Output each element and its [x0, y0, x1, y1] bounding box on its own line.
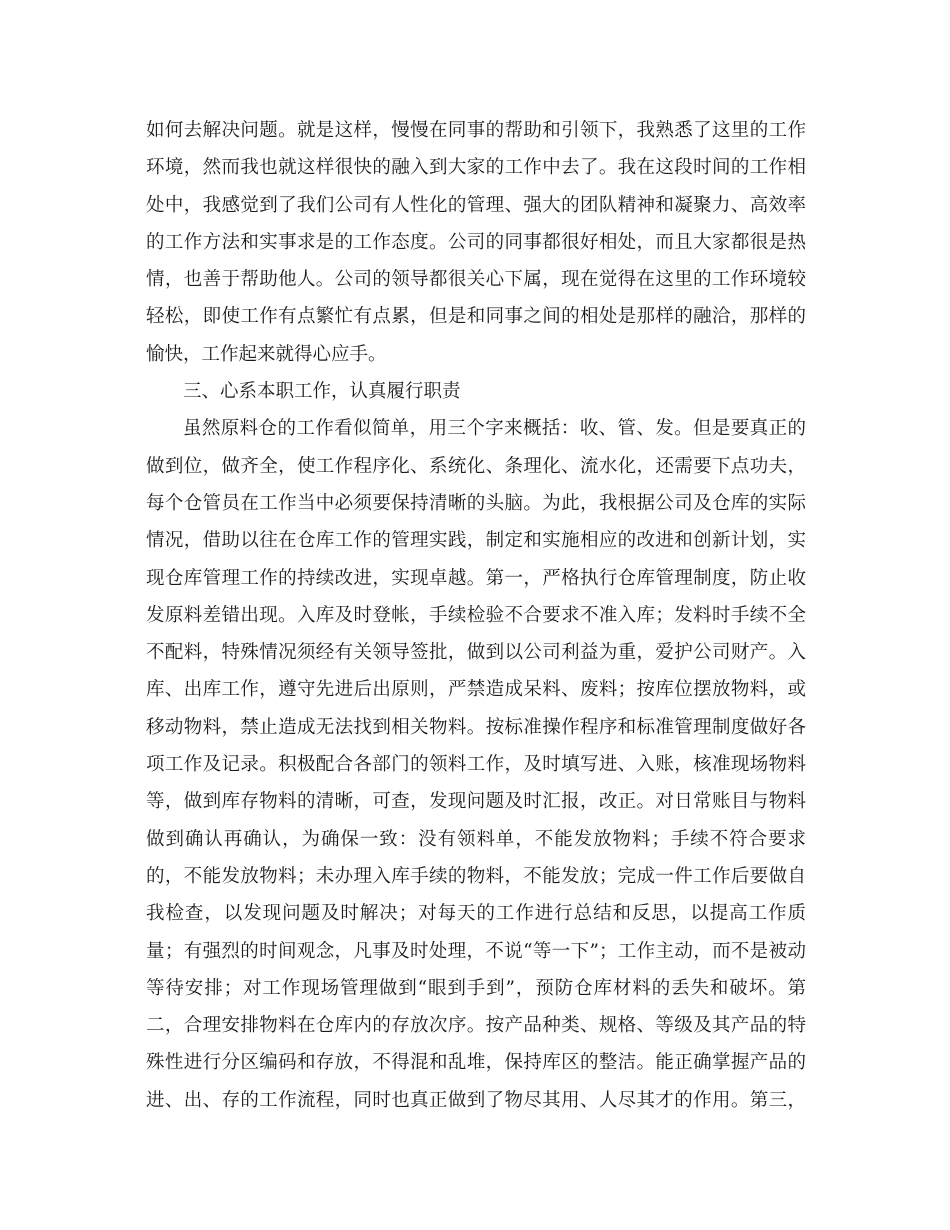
text-line: 等待安排；对工作现场管理做到“眼到手到”，预防仓库材料的丢失和破坏。第	[146, 977, 806, 999]
text-line: 二，合理安排物料在仓库内的存放次序。按产品种类、规格、等级及其产品的特	[146, 1015, 806, 1037]
text-line: 处中，我感觉到了我们公司有人性化的管理、强大的团队精神和凝聚力、高效率	[146, 194, 806, 216]
text-line: 环境，然而我也就这样很快的融入到大家的工作中去了。我在这段时间的工作相	[146, 157, 806, 179]
text-line: 如何去解决问题。就是这样，慢慢在同事的帮助和引领下，我熟悉了这里的工作	[146, 120, 806, 141]
paragraph-2	[146, 410, 806, 1119]
text-line: 我检查，以发现问题及时解决；对每天的工作进行总结和反思，以提高工作质	[146, 903, 806, 925]
text-line: 每个仓管员在工作当中必须要保持清晰的头脑。为此，我根据公司及仓库的实际	[146, 492, 806, 514]
section-heading	[146, 373, 806, 410]
text-line: 做到确认再确认，为确保一致：没有领料单，不能发放物料；手续不符合要求	[146, 828, 806, 850]
text-line: 的工作方法和实事求是的工作态度。公司的同事都很好相处，而且大家都很是热	[146, 231, 806, 253]
text-line: 库、出库工作，遵守先进后出原则，严禁造成呆料、废料；按库位摆放物料，或	[146, 679, 806, 701]
document-body	[146, 112, 806, 1119]
text-line: 殊性进行分区编码和存放，不得混和乱堆，保持库区的整洁。能正确掌握产品的	[146, 1052, 806, 1074]
text-line: 现仓库管理工作的持续改进，实现卓越。第一，严格执行仓库管理制度，防止收	[146, 567, 806, 589]
paragraph-1	[146, 112, 806, 373]
text-line: 情况，借助以往在仓库工作的管理实践，制定和实施相应的改进和创新计划，实	[146, 530, 806, 552]
text-line: 情，也善于帮助他人。公司的领导都很关心下属，现在觉得在这里的工作环境较	[146, 269, 806, 291]
text-line: 做到位，做齐全，使工作程序化、系统化、条理化、流水化，还需要下点功夫，	[146, 455, 806, 477]
text-line: 发原料差错出现。入库及时登帐，手续检验不合要求不准入库；发料时手续不全	[146, 604, 806, 626]
text-line: 轻松，即使工作有点繁忙有点累，但是和同事之间的相处是那样的融洽，那样的	[146, 306, 806, 328]
text-line: 进、出、存的工作流程，同时也真正做到了物尽其用、人尽其才的作用。第三，	[146, 1089, 806, 1111]
text-line: 等，做到库存物料的清晰，可查，发现问题及时汇报，改正。对日常账目与物料	[146, 791, 806, 813]
section-heading-text: 三、心系本职工作，认真履行职责	[183, 381, 461, 403]
text-line: 愉快，工作起来就得心应手。	[146, 343, 387, 365]
text-line: 项工作及记录。积极配合各部门的领料工作，及时填写进、入账，核准现场物料	[146, 754, 806, 776]
text-line: 量；有强烈的时间观念，凡事及时处理，不说“等一下”；工作主动，而不是被动	[146, 940, 806, 962]
text-line: 不配料，特殊情况须经有关领导签批，做到以公司利益为重，爱护公司财产。入	[146, 642, 806, 664]
text-line: 移动物料，禁止造成无法找到相关物料。按标准操作程序和标准管理制度做好各	[146, 716, 806, 738]
text-line: 的，不能发放物料；未办理入库手续的物料，不能发放；完成一件工作后要做自	[146, 865, 806, 887]
text-line: 虽然原料仓的工作看似简单，用三个字来概括：收、管、发。但是要真正的	[183, 418, 806, 440]
